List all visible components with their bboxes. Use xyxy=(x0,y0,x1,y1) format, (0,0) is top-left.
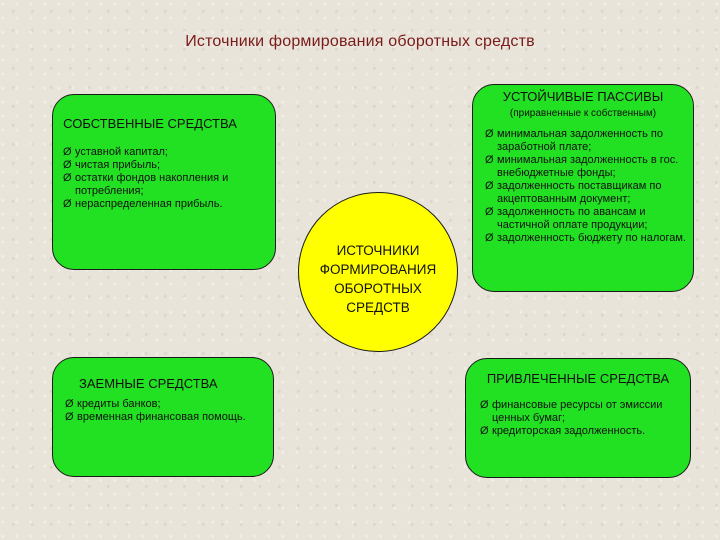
list-item: Ø задолженность по авансам и частичной оплате продукции; xyxy=(485,206,687,232)
list-item: Ø кредиторская задолженность. xyxy=(480,425,684,438)
stable-liabilities-box xyxy=(472,84,694,292)
own-funds-list xyxy=(63,146,267,211)
list-item: Ø нераспределенная прибыль. xyxy=(63,198,267,211)
list-item: Ø минимальная задолженность по заработной плате; xyxy=(485,128,687,154)
list-item: Ø задолженность бюджету по налогам. xyxy=(485,232,687,245)
list-item: Ø временная финансовая помощь. xyxy=(65,411,263,424)
center-label: ИСТОЧНИКИ ФОРМИРОВАНИЯ ОБОРОТНЫХ СРЕДСТВ xyxy=(319,243,437,315)
list-item: Ø кредиты банков; xyxy=(65,398,263,411)
attracted-funds-heading: ПРИВЛЕЧЕННЫЕ СРЕДСТВА xyxy=(486,371,670,386)
borrowed-funds-list xyxy=(65,398,263,424)
page-title: Источники формирования оборотных средств xyxy=(185,33,535,50)
center-circle xyxy=(298,192,458,352)
list-item: Ø задолженность поставщикам по акцептованным документ; xyxy=(485,180,687,206)
list-item: Ø уставной капитал; xyxy=(63,146,267,159)
stable-liabilities-subheading: (приравненные к собственным) xyxy=(509,108,657,119)
list-item: Ø финансовые ресурсы от эмиссии ценных бумаг; xyxy=(480,399,684,425)
list-item: Ø чистая прибыль; xyxy=(63,159,267,172)
list-item: Ø остатки фондов накопления и потребления; xyxy=(63,172,267,198)
attracted-funds-box xyxy=(465,358,691,478)
list-item: Ø минимальная задолженность в гос. внебюджетные фонды; xyxy=(485,154,687,180)
own-funds-heading: СОБСТВЕННЫЕ СРЕДСТВА xyxy=(63,116,237,131)
attracted-funds-list xyxy=(480,399,684,438)
borrowed-funds-heading: ЗАЕМНЫЕ СРЕДСТВА xyxy=(79,376,218,391)
own-funds-box xyxy=(52,94,276,270)
stable-liabilities-heading: УСТОЙЧИВЫЕ ПАССИВЫ xyxy=(502,89,664,104)
stable-liabilities-list xyxy=(485,128,687,245)
borrowed-funds-box xyxy=(52,357,274,477)
